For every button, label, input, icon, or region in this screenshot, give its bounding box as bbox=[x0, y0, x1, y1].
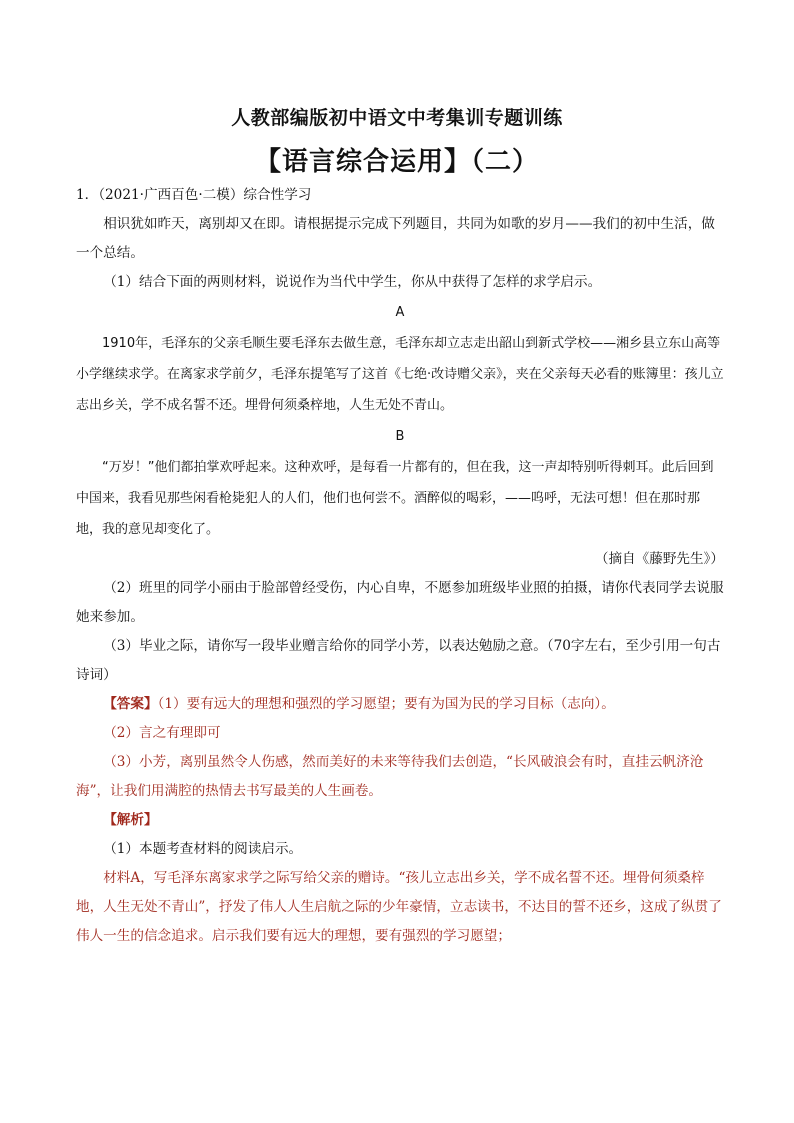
material-b-text: “万岁！”他们都拍掌欢呼起来。这种欢呼，是每看一片都有的，但在我，这一声却特别听得刺耳。此后回到中国来，我看见那些闲看枪毙犯人的人们，他们也何尝不。酒醉似的喝彩，——呜呼，无法可想！但在那时那地，我的意见却变化了。 bbox=[76, 460, 714, 537]
analysis-paragraph-2: 材料A，写毛泽东离家求学之际写给父亲的赠诗。“孩儿立志出乡关，学不成名誓不还。埋骨何须桑梓地，人生无处不青山”，抒发了伟人人生启航之际的少年豪情，立志读书，不达目的誓不还乡，这成了纵贯了伟人一生的信念追求。启示我们要有远大的理想，要有强烈的学习愿望； bbox=[76, 870, 722, 944]
question-part-1: （1）结合下面的两则材料，说说作为当代中学生，你从中获得了怎样的求学启示。 bbox=[103, 274, 602, 290]
analysis-paragraph-1: （1）本题考查材料的阅读启示。 bbox=[103, 841, 303, 857]
analysis-line-label bbox=[76, 806, 724, 835]
answer-1: （1）要有远大的理想和强烈的学习愿望；要有为国为民的学习目标（志向）。 bbox=[157, 696, 615, 712]
material-a-label: A bbox=[395, 305, 405, 320]
question-part-3: （3）毕业之际，请你写一段毕业赠言给你的同学小芳，以表达勉励之意。（70字左右，至少引用一句古诗词） bbox=[76, 638, 721, 683]
question-intro: 相识犹如昨天，离别却又在即。请根据提示完成下列题目，共同为如歌的岁月——我们的初中生活，做一个总结。 bbox=[76, 216, 715, 261]
document-title: 人教部编版初中语文中考集训专题训练 bbox=[231, 107, 563, 129]
answer-2: （2）言之有理即可 bbox=[103, 725, 221, 741]
question-number-source: 1．（2021·广西百色·二模）综合性学习 bbox=[76, 187, 312, 203]
material-b-label: B bbox=[395, 429, 405, 444]
answer-3: （3）小芳，离别虽然令人伤感，然而美好的未来等待我们去创造，“长风破浪会有时，直挂云帆济沧海”，让我们用满腔的热情去书写最美的人生画卷。 bbox=[76, 754, 704, 799]
material-a-text: 1910年，毛泽东的父亲毛顺生要毛泽东去做生意，毛泽东却立志走出韶山到新式学校——湘乡县立东山高等小学继续求学。在离家求学前夕，毛泽东提笔写了这首《七绝·改诗赠父亲》，夹在父亲每天必看的账簿里：孩儿立志出乡关，学不成名誓不还。埋骨何须桑梓地，人生无处不青山。 bbox=[76, 336, 724, 413]
document-subtitle: 【语言综合运用】（二） bbox=[254, 147, 539, 177]
material-b-source: （摘自《藤野先生》） bbox=[594, 551, 724, 567]
question-part-2: （2）班里的同学小丽由于脸部曾经受伤，内心自卑，不愿参加班级毕业照的拍摄，请你代表同学去说服她来参加。 bbox=[76, 580, 724, 625]
answer-label: 【答案】 bbox=[103, 696, 158, 712]
answer-line-1 bbox=[76, 690, 724, 719]
analysis-label: 【解析】 bbox=[103, 812, 158, 828]
document-body bbox=[76, 181, 724, 951]
